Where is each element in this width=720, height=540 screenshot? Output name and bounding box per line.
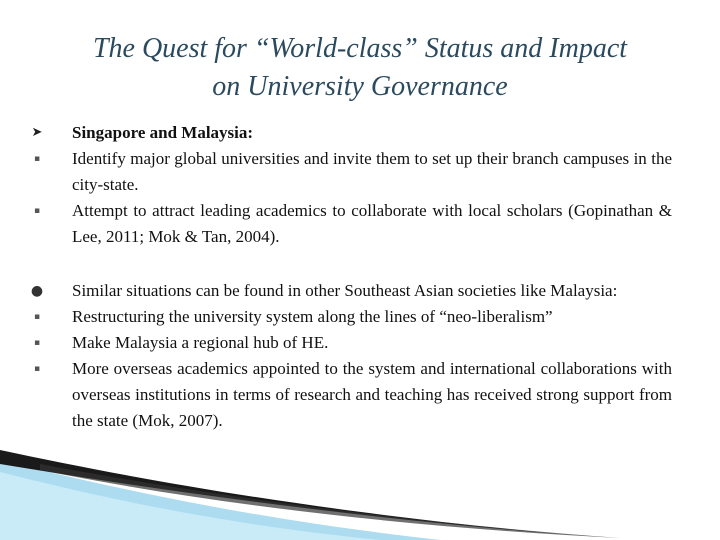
bullet-text: Make Malaysia a regional hub of HE.: [72, 333, 329, 352]
slide-body: [30, 120, 672, 434]
bullet-item: [30, 304, 672, 330]
bullet-item: [30, 278, 672, 304]
bullet-text: Attempt to attract leading academics to collaborate with local scholars (Gopinathan & Lee, 2011; Mok & Tan, 2004).: [72, 201, 672, 246]
dot-bullet-icon: ▪: [33, 338, 41, 348]
bullet-item: [30, 356, 672, 434]
dot-bullet-icon: ▪: [33, 154, 41, 164]
dot-bullet-icon: ▪: [33, 206, 41, 216]
filled-circle-bullet-icon: ●: [30, 283, 44, 299]
dot-bullet-icon: ▪: [33, 312, 41, 322]
decorative-swoosh: [0, 450, 720, 540]
bullet-item: [30, 120, 672, 146]
bullet-text: Restructuring the university system along the lines of “neo-liberalism”: [72, 307, 553, 326]
slide-title-line-2: on University Governance: [212, 71, 508, 102]
arrow-bullet-icon: ➤: [31, 125, 43, 140]
bullet-text: Singapore and Malaysia:: [72, 123, 254, 142]
slide-title: [20, 30, 700, 106]
bullet-text: Identify major global universities and invite them to set up their branch campuses in the city-state.: [72, 149, 672, 194]
bullet-item: [30, 330, 672, 356]
bullet-item: [30, 146, 672, 198]
slide-title-line-1: The Quest for “World-class” Status and Impact: [92, 33, 628, 64]
bullet-text: Similar situations can be found in other Southeast Asian societies like Malaysia:: [72, 281, 618, 300]
bullet-text: More overseas academics appointed to the system and international collaborations with overseas institutions in terms of research and teaching has received strong support from the state (Mok, 2007).: [72, 359, 672, 430]
dot-bullet-icon: ▪: [33, 364, 41, 374]
bullet-group-spacer: [30, 250, 672, 278]
bullet-item: [30, 198, 672, 250]
